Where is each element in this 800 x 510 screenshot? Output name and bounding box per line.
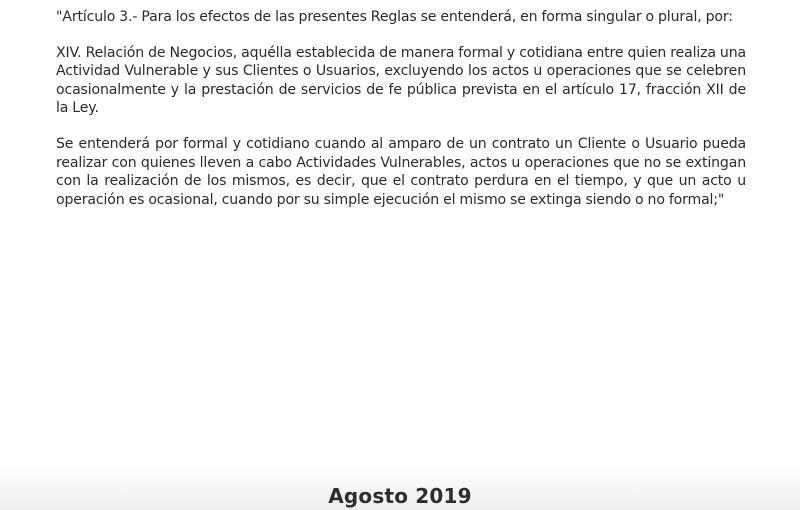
document-body: [56, 8, 746, 226]
definition-paragraph: Se entenderá por formal y cotidiano cuando al amparo de un contrato un Cliente o Usuario pueda realizar con quienes lleven a cabo Actividades Vulnerables, actos u operaciones que no se extingan con la realización de los mismos, es decir, que el contrato perdura en el tiempo, y que un acto u operación es ocasional, cuando por su simple ejecución el mismo se extinga siendo o no formal;": [56, 135, 746, 208]
section-xiv-paragraph: XIV. Relación de Negocios, aquélla establecida de manera formal y cotidiana entre quien realiza una Actividad Vulnerable y sus Clientes o Usuarios, excluyendo los actos u operaciones que se celebren ocasionalmente y la prestación de servicios de fe pública prevista en el artículo 17, fracción XII de la Ley.: [56, 44, 746, 117]
footer-date: Agosto 2019: [328, 484, 472, 508]
article-heading-paragraph: "Artículo 3.- Para los efectos de las presentes Reglas se entenderá, en forma singular o plural, por:: [56, 9, 733, 25]
